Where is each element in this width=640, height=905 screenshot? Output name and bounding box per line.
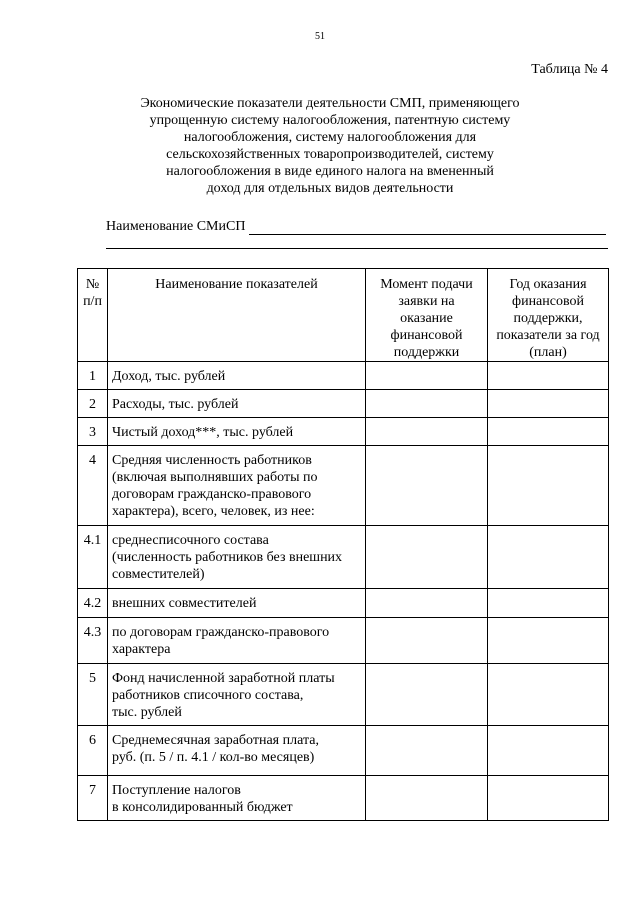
header-indicator-name: Наименование показателей [108, 269, 366, 362]
cell-support-year[interactable] [488, 618, 609, 664]
row-indicator: Доход, тыс. рублей [108, 362, 366, 390]
table-header-row [78, 269, 609, 362]
cell-application-moment[interactable] [366, 664, 488, 726]
row-number: 1 [78, 362, 108, 390]
header-application-moment: Момент подачи заявки на оказание финансовой поддержки [366, 269, 488, 362]
table-row [78, 362, 609, 390]
cell-support-year[interactable] [488, 526, 609, 589]
cell-support-year[interactable] [488, 726, 609, 776]
cell-support-year[interactable] [488, 418, 609, 446]
row-indicator: Расходы, тыс. рублей [108, 390, 366, 418]
cell-application-moment[interactable] [366, 726, 488, 776]
cell-support-year[interactable] [488, 664, 609, 726]
table-row [78, 390, 609, 418]
table-number: Таблица № 4 [531, 62, 608, 77]
table-row [78, 418, 609, 446]
row-number: 4 [78, 446, 108, 526]
entity-name-blank[interactable] [249, 220, 606, 235]
cell-support-year[interactable] [488, 390, 609, 418]
title-line: сельскохозяйственных товаропроизводителей, систему [166, 147, 494, 162]
title-line: упрощенную систему налогообложения, патентную систему [149, 113, 511, 128]
row-number: 4.3 [78, 618, 108, 664]
row-indicator: Средняя численность работников (включая выполнявших работы по договорам гражданско-правового характера), всего, человек, из нее: [108, 446, 366, 526]
row-number: 4.2 [78, 589, 108, 618]
document-title [100, 95, 560, 197]
row-number: 6 [78, 726, 108, 776]
row-indicator: Поступление налогов в консолидированный бюджет [108, 776, 366, 821]
table-row [78, 664, 609, 726]
cell-application-moment[interactable] [366, 776, 488, 821]
row-number: 4.1 [78, 526, 108, 589]
entity-name-blank-line-2[interactable] [106, 248, 608, 249]
cell-application-moment[interactable] [366, 618, 488, 664]
row-indicator: среднесписочного состава (численность работников без внешних совместителей) [108, 526, 366, 589]
page-number: 51 [315, 31, 325, 42]
table-row [78, 446, 609, 526]
entity-name-label: Наименование СМиСП [106, 219, 246, 234]
header-number: № п/п [78, 269, 108, 362]
cell-application-moment[interactable] [366, 589, 488, 618]
cell-application-moment[interactable] [366, 526, 488, 589]
title-line: налогообложения, систему налогообложения для [183, 130, 477, 145]
cell-application-moment[interactable] [366, 362, 488, 390]
row-number: 7 [78, 776, 108, 821]
cell-support-year[interactable] [488, 362, 609, 390]
row-indicator: Фонд начисленной заработной платы работников списочного состава, тыс. рублей [108, 664, 366, 726]
row-number: 5 [78, 664, 108, 726]
entity-name-field [106, 219, 606, 235]
row-number: 2 [78, 390, 108, 418]
title-line: доход для отдельных видов деятельности [206, 181, 454, 196]
indicators-table [77, 268, 609, 821]
row-number: 3 [78, 418, 108, 446]
cell-application-moment[interactable] [366, 390, 488, 418]
row-indicator: Среднемесячная заработная плата, руб. (п. 5 / п. 4.1 / кол-во месяцев) [108, 726, 366, 776]
title-line: Экономические показатели деятельности СМП, применяющего [140, 96, 520, 111]
table-row [78, 589, 609, 618]
cell-support-year[interactable] [488, 446, 609, 526]
cell-application-moment[interactable] [366, 446, 488, 526]
row-indicator: Чистый доход***, тыс. рублей [108, 418, 366, 446]
cell-support-year[interactable] [488, 776, 609, 821]
row-indicator: по договорам гражданско-правового характера [108, 618, 366, 664]
cell-support-year[interactable] [488, 589, 609, 618]
table-row [78, 618, 609, 664]
table-row [78, 726, 609, 776]
row-indicator: внешних совместителей [108, 589, 366, 618]
cell-application-moment[interactable] [366, 418, 488, 446]
header-support-year: Год оказания финансовой поддержки, показатели за год (план) [488, 269, 609, 362]
table-row [78, 526, 609, 589]
table-row [78, 776, 609, 821]
title-line: налогообложения в виде единого налога на вмененный [166, 164, 494, 179]
